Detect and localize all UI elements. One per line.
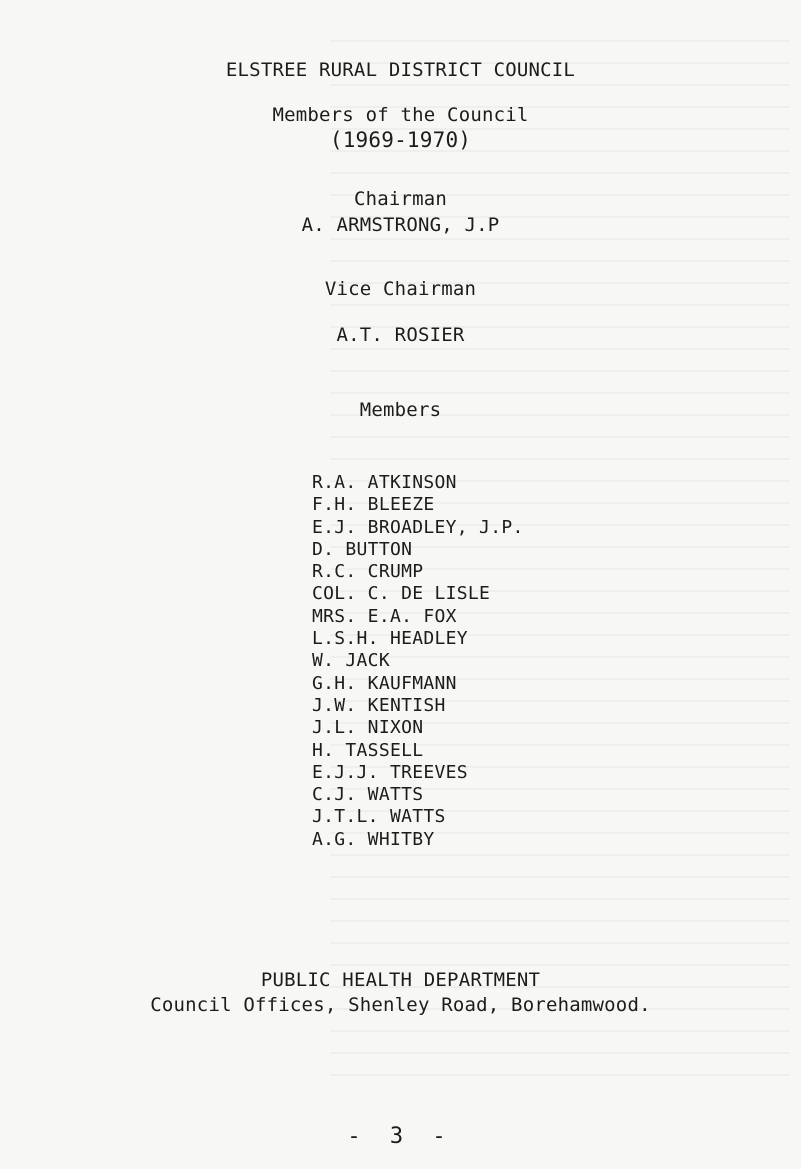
year-range: (1969-1970) [329,128,472,152]
member-name: E.J.J. TREEVES [312,761,468,783]
page-number: - 3 - [347,1124,454,1149]
member-name: G.H. KAUFMANN [312,672,457,694]
member-name: J.T.L. WATTS [312,806,446,828]
member-name: R.A. ATKINSON [312,472,457,493]
member-name: J.W. KENTISH [312,694,446,716]
member-name: A.G. WHITBY [312,828,435,850]
member-name: E.J. BROADLEY, J.P. [312,516,524,538]
department-name: PUBLIC HEALTH DEPARTMENT [260,969,541,991]
members-subtitle: Members of the Council [272,104,529,126]
chairman-heading: Chairman [353,188,448,210]
members-heading: Members [359,399,442,421]
member-name: W. JACK [312,650,390,672]
member-name: COL. C. DE LISLE [312,583,491,605]
vice-chairman-name: A.T. ROSIER [336,324,465,346]
member-name: F.H. BLEEZE [312,494,435,516]
member-name: MRS. E.A. FOX [312,605,457,627]
member-name: L.S.H. HEADLEY [312,628,468,650]
members-list [312,472,524,851]
chairman-name: A. ARMSTRONG, J.P [301,214,500,236]
member-name: H. TASSELL [312,739,424,761]
council-name: ELSTREE RURAL DISTRICT COUNCIL [225,59,576,81]
member-name: J.L. NIXON [312,717,424,739]
vice-chairman-heading: Vice Chairman [324,278,477,300]
department-address: Council Offices, Shenley Road, Borehamwood. [150,994,651,1016]
member-name: C.J. WATTS [312,784,424,806]
member-name: D. BUTTON [312,538,413,560]
member-name: R.C. CRUMP [312,561,424,583]
